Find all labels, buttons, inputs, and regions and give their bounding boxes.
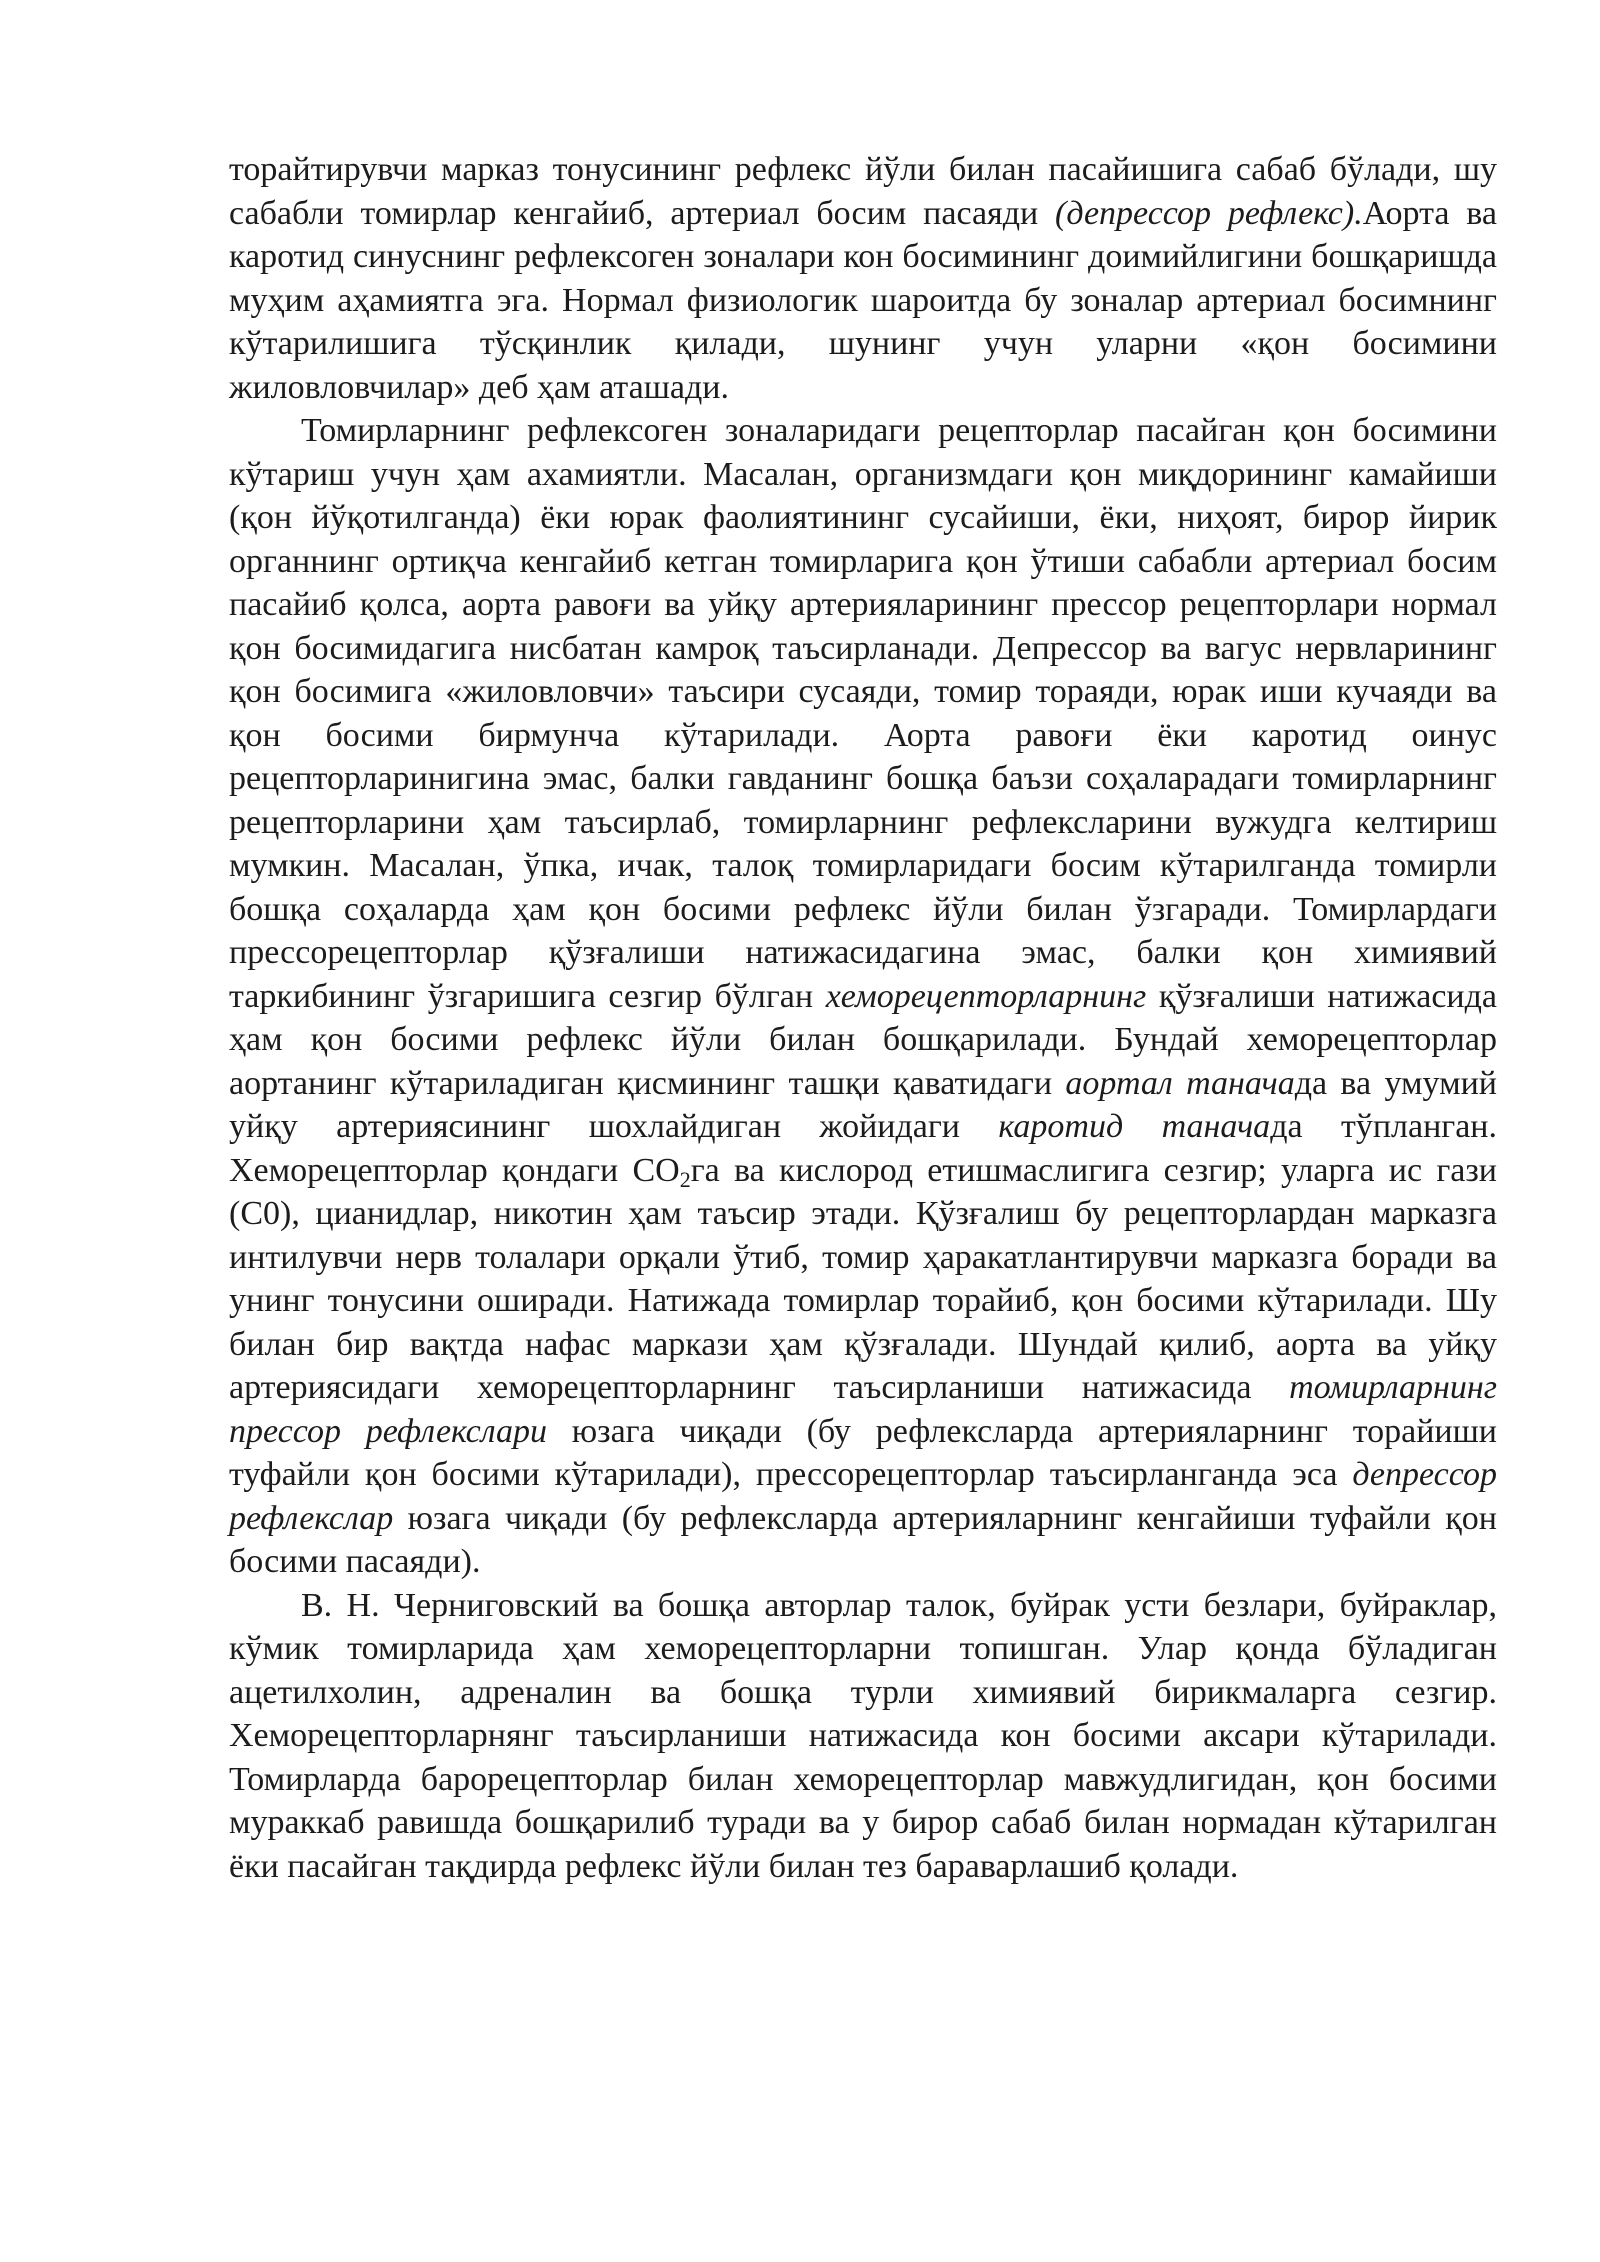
text-run: юзага чиқади (бу рефлексларда артерияларнинг кенгайиши туфайли қон босими пасаяди). [229, 1499, 1497, 1580]
italic-term: депрессор рефлекслар [229, 1456, 1497, 1537]
text-run: да ва умумий уйқу артериясининг шохлайдиган жойидаги [229, 1064, 1497, 1145]
text-run: қўзғалиши натижасида ҳам қон босими рефлекс йўли билан бошқарилади. Бундай хеморецепторлар аортанинг кўтариладиган қисмининг ташқи қаватидаги [229, 977, 1497, 1102]
text-run: да тўпланган. Хеморецепторлар қондаги СО [229, 1108, 1497, 1189]
text-run: Томирларнинг рефлексоген зоналаридаги рецепторлар пасайган қон босимини кўтариш учун ҳам ахамиятли. Масалан, организмдаги қон миқдорининг камайиши (қон йўқотилганда) ёки юрак фаолиятининг сусайиши, ёки, ниҳоят, бирор йирик органнинг ортиқча кенгайиб кетган томирларига қон ўтиши сабабли артериал босим пасайиб қолса, аорта равоғи ва уйқу артерияларининг прессор рецепторлари нормал қон босимидагига нисбатан камроқ таъсирланади. Депрессор ва вагус нервларининг қон босимига «жиловловчи» таъсири сусаяди, томир тораяди, юрак иши кучаяди ва қон босими бирмунча кўтарилади. Аорта равоғи ёки каротид оинус рецепторларинигина эмас, балки гавданинг бошқа баъзи соҳаларадаги томирларнинг рецепторларини ҳам таъсирлаб, томирларнинг рефлексларини вужудга келтириш мумкин. Масалан, ўпка, ичак, талоқ томирларидаги босим кўтарилганда томирли бошқа соҳаларда ҳам қон босими рефлекс йўли билан ўзгаради. Томирлардаги прессорецепторлар қўзғалиши натижасидагина эмас, балки қон химиявий таркибининг ўзгаришига сезгир бўлган [229, 412, 1497, 1015]
text-run: Аорта ва каротид синуснинг рефлексоген зоналари кон босимининг доимийлигини бошқаришда муҳим аҳамиятга эга. Нормал физиологик шароитда бу зоналар артериал босимнинг кўтарилишига тўсқинлик қилади, шунинг учун уларни «қон босимини жиловловчилар» деб ҳам аташади. [229, 194, 1497, 406]
paragraph-2 [229, 409, 1497, 1584]
paragraph-3 [229, 1584, 1497, 1889]
text-run: торайтирувчи марказ тонусининг рефлекс йўли билан пасайишига сабаб бўлади, шу сабабли томирлар кенгайиб, артериал босим пасаяди [229, 151, 1497, 232]
subscript-run: 2 [679, 1166, 691, 1192]
italic-term: аортал танача [1065, 1064, 1295, 1102]
italic-term: томирларнинг прессор рефлекслари [229, 1369, 1497, 1450]
paragraph-1 [229, 148, 1497, 409]
document-page [229, 148, 1497, 1888]
italic-term: (депрессор рефлекс). [1055, 194, 1363, 232]
text-run: юзага чиқади (бу рефлексларда артерияларнинг торайиши туфайли қон босими кўтарилади), прессорецепторлар таъсирланганда эса [229, 1412, 1497, 1493]
text-run: В. Н. Черниговский ва бошқа авторлар талок, буйрак усти безлари, буйраклар, кўмик томирларида ҳам хеморецепторларни топишган. Улар қонда бўладиган ацетилхолин, адреналин ва бошқа турли химиявий бирикмаларга сезгир. Хеморецепторларнянг таъсирланиши натижасида кон босими аксари кўтарилади. Томирларда барорецепторлар билан хеморецепторлар мавжудлигидан, қон босими мураккаб равишда бошқарилиб туради ва у бирор сабаб билан нормадан кўтарилган ёки пасайган тақдирда рефлекс йўли билан тез бараварлашиб қолади. [229, 1586, 1497, 1885]
italic-term: каротид танача [998, 1108, 1271, 1145]
text-run: га ва кислород етишмаслигига сезгир; уларга ис гази (С0), цианидлар, никотин ҳам таъсир этади. Қўзғалиш бу рецепторлардан марказга интилувчи нерв толалари орқали ўтиб, томир ҳаракатлантирувчи марказга боради ва унинг тонусини оширади. Натижада томирлар торайиб, қон босими кўтарилади. Шу билан бир вақтда нафас маркази ҳам қўзғалади. Шундай қилиб, аорта ва уйқу артериясидаги хеморецепторларнинг таъсирланиши натижасида [229, 1151, 1498, 1406]
italic-term: хеморецепторларнинг [825, 977, 1147, 1015]
